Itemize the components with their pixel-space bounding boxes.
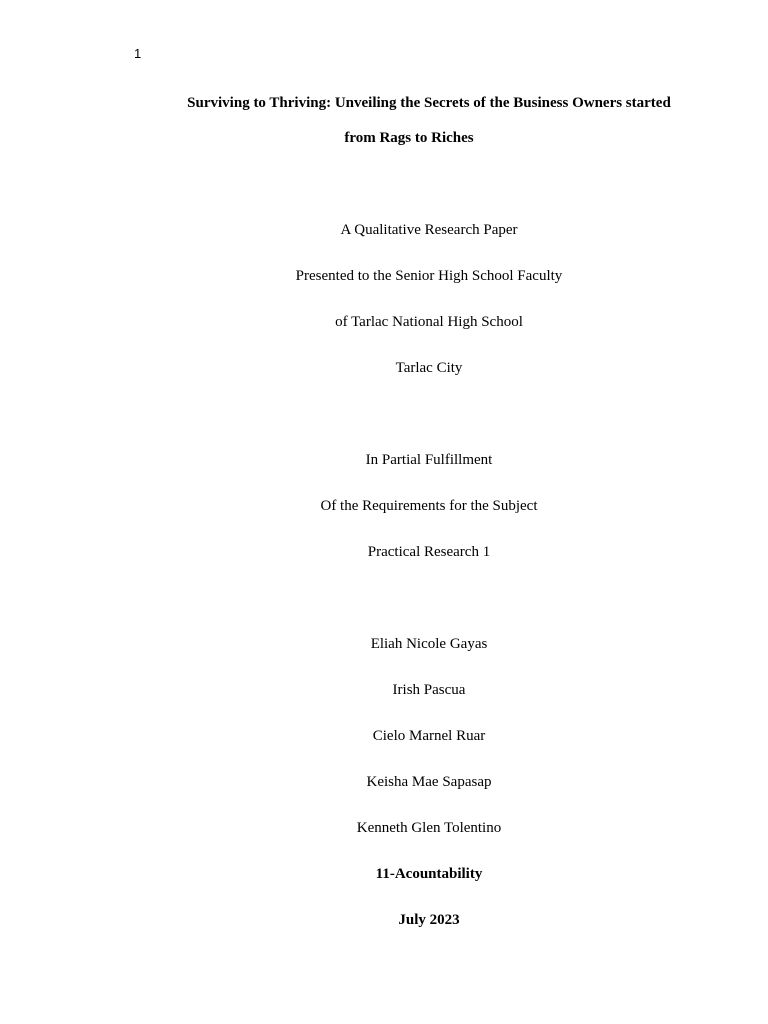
author-name: Eliah Nicole Gayas xyxy=(370,636,488,652)
section-name: 11-Acountability xyxy=(375,866,483,882)
author-name: Irish Pascua xyxy=(392,682,466,698)
author-name: Kenneth Glen Tolentino xyxy=(356,820,502,836)
school-name: of Tarlac National High School xyxy=(335,314,523,330)
city-name: Tarlac City xyxy=(395,360,463,376)
fulfillment-line-1: In Partial Fulfillment xyxy=(365,452,493,468)
fulfillment-line-2: Of the Requirements for the Subject xyxy=(320,498,538,514)
author-name: Cielo Marnel Ruar xyxy=(372,728,486,744)
page-number: 1 xyxy=(134,46,142,61)
presented-to: Presented to the Senior High School Faculty xyxy=(295,268,563,284)
title-line-1: Surviving to Thriving: Unveiling the Secrets of the Business Owners started xyxy=(187,95,671,111)
subject-name: Practical Research 1 xyxy=(367,544,491,560)
title-line-2: from Rags to Riches xyxy=(344,130,474,146)
date: July 2023 xyxy=(398,912,460,928)
author-name: Keisha Mae Sapasap xyxy=(366,774,492,790)
paper-type: A Qualitative Research Paper xyxy=(340,222,518,238)
